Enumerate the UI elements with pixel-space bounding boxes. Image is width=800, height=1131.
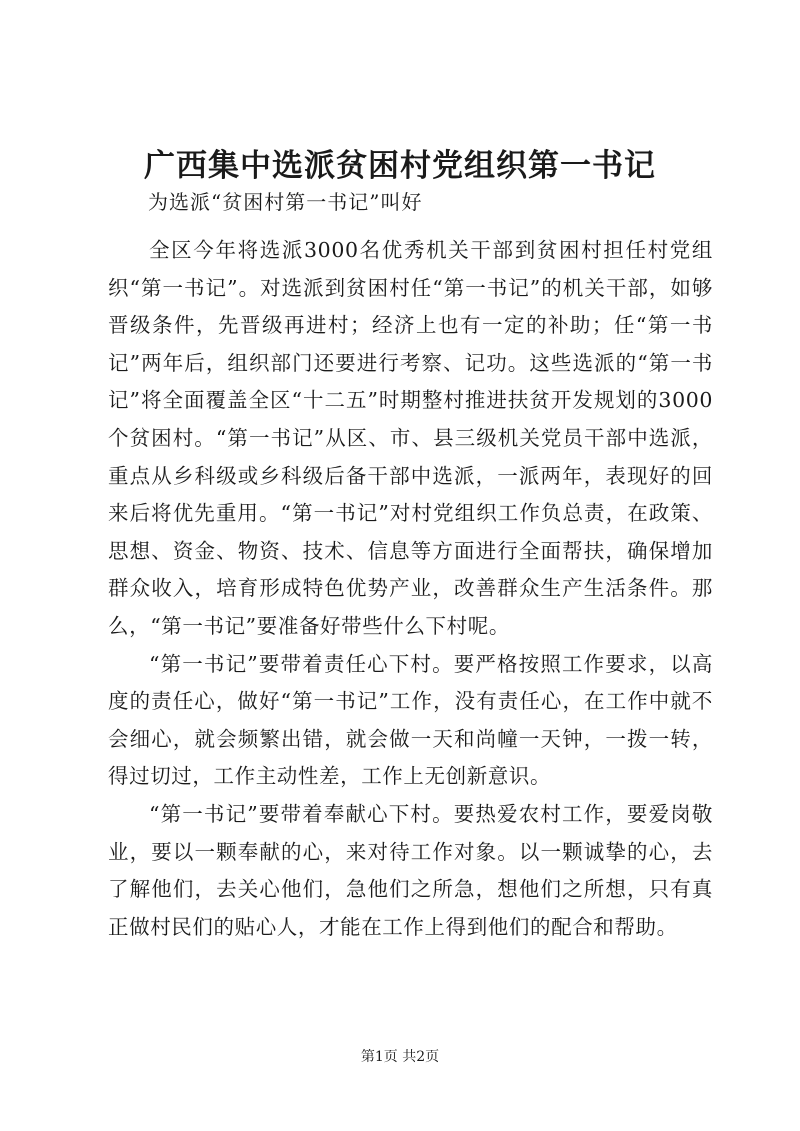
document-subtitle: 为选派“贫困村第一书记”叫好 xyxy=(148,190,423,214)
document-body xyxy=(108,232,713,946)
paragraph: 全区今年将选派3000名优秀机关干部到贫困村担任村党组织“第一书记”。对选派到贫困村任“第一书记”的机关干部，如够晋级条件，先晋级再进村；经济上也有一定的补助；任“第一书记”两年后，组织部门还要进行考察、记功。这些选派的“第一书记”将全面覆盖全区“十二五”时期整村推进扶贫开发规划的3000个贫困村。“第一书记”从区、市、县三级机关党员干部中选派，重点从乡科级或乡科级后备干部中选派，一派两年，表现好的回来后将优先重用。“第一书记”对村党组织工作负总责，在政策、思想、资金、物资、技术、信息等方面进行全面帮扶，确保增加群众收入，培育形成特色优势产业，改善群众生产生活条件。那么，“第一书记”要准备好带些什么下村呢。 xyxy=(108,238,713,638)
paragraph: “第一书记”要带着责任心下村。要严格按照工作要求，以高度的责任心，做好“第一书记”工作，没有责任心，在工作中就不会细心，就会频繁出错，就会做一天和尚幢一天钟，一拨一转，得过切过，工作主动性差，工作上无创新意识。 xyxy=(108,651,713,789)
document-title: 广西集中选派贫困村党组织第一书记 xyxy=(144,148,656,184)
paragraph: “第一书记”要带着奉献心下村。要热爱农村工作，要爱岗敬业，要以一颗奉献的心，来对待工作对象。以一颗诚挚的心，去了解他们，去关心他们，急他们之所急，想他们之所想，只有真正做村民们的贴心人，才能在工作上得到他们的配合和帮助。 xyxy=(108,801,713,939)
page-footer: 第1页 共2页 xyxy=(360,1049,440,1065)
